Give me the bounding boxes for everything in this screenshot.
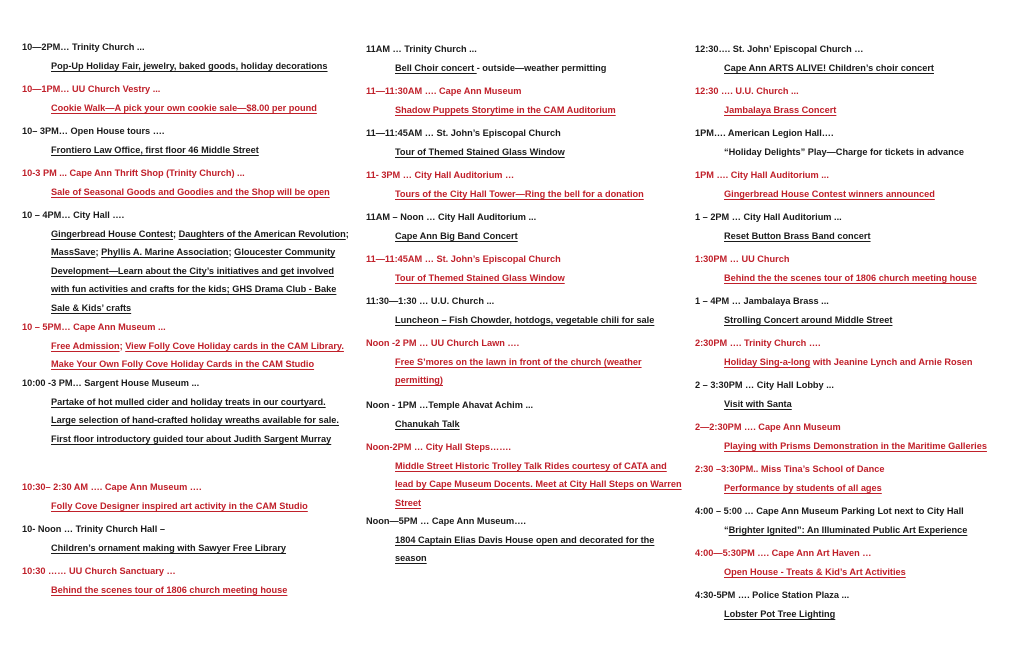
event-description-underlined: Cookie Walk—A pick your own cookie sale—$8.00 per pound bbox=[51, 102, 317, 113]
event-description-underlined: Shadow Puppets Storytime in the CAM Auditorium bbox=[395, 104, 616, 115]
event-description-underlined: Folly Cove Designer inspired art activity in the CAM Studio bbox=[51, 500, 308, 511]
event-description bbox=[395, 531, 686, 568]
event-description bbox=[724, 437, 1020, 456]
event-time-location: 11- 3PM … City Hall Auditorium … bbox=[366, 170, 515, 180]
event-description-underlined: View Folly Cove Holiday cards in the CAM Library. Make Your Own Folly Cove Holiday Cards in the CAM Studio bbox=[51, 340, 344, 370]
event-time-location: 10– 3PM… Open House tours …. bbox=[22, 126, 165, 136]
event-description bbox=[51, 57, 352, 76]
event-description-underlined: MassSave bbox=[51, 247, 96, 258]
event-description-underlined: Gingerbread House Contest winners announced bbox=[724, 188, 935, 199]
event-description bbox=[724, 143, 1020, 162]
schedule-event bbox=[366, 82, 686, 119]
event-description bbox=[51, 141, 352, 160]
schedule-event bbox=[695, 418, 1020, 455]
event-description bbox=[51, 539, 352, 558]
event-description-underlined: Reset Button Brass Band concert bbox=[724, 230, 871, 241]
event-time-location: 11—11:30AM …. Cape Ann Museum bbox=[366, 86, 522, 96]
schedule-event bbox=[695, 166, 1020, 203]
schedule-event bbox=[366, 334, 686, 390]
event-description bbox=[724, 395, 1020, 414]
event-time-location: 4:00 – 5:00 … Cape Ann Museum Parking Lot next to City Hall bbox=[695, 506, 964, 516]
event-description-underlined: Tour of Themed Stained Glass Window bbox=[395, 146, 565, 157]
event-description-text: “ bbox=[724, 524, 729, 535]
schedule-event bbox=[695, 460, 1020, 497]
event-description bbox=[395, 185, 686, 204]
schedule-event bbox=[366, 512, 686, 568]
event-time-location: 1PM …. City Hall Auditorium ... bbox=[695, 170, 829, 180]
schedule-event bbox=[22, 206, 352, 318]
schedule-event bbox=[22, 520, 352, 557]
event-description-underlined: Daughters of the American Revolution bbox=[178, 228, 346, 239]
event-description bbox=[724, 563, 1020, 582]
event-description-text: with Jeanine Lynch and Arnie Rosen bbox=[810, 356, 973, 367]
event-description-underlined: Phyllis A. Marine Association bbox=[101, 247, 229, 258]
event-time-location: 10 – 4PM… City Hall …. bbox=[22, 210, 125, 220]
event-description-text: ; bbox=[228, 247, 235, 258]
event-time-location: 11—11:45AM … St. John’s Episcopal Church bbox=[366, 128, 561, 138]
event-time-location: 10:30– 2:30 AM …. Cape Ann Museum …. bbox=[22, 482, 202, 492]
event-time-location: 1 – 2PM … City Hall Auditorium ... bbox=[695, 212, 842, 222]
schedule-event bbox=[695, 334, 1020, 371]
schedule-event bbox=[366, 124, 686, 161]
event-description bbox=[724, 605, 1020, 624]
schedule-event bbox=[695, 208, 1020, 245]
event-description-underlined: Pop-Up Holiday Fair, jewelry, baked goods, holiday decorations bbox=[51, 60, 328, 71]
schedule-event bbox=[22, 164, 352, 201]
event-description bbox=[51, 225, 352, 318]
schedule-event bbox=[22, 478, 352, 515]
event-description-underlined: Gingerbread House Contest bbox=[51, 228, 174, 239]
event-description bbox=[724, 185, 1020, 204]
event-time-location: 2—2:30PM …. Cape Ann Museum bbox=[695, 422, 841, 432]
event-description bbox=[395, 59, 686, 78]
event-time-location: 10:00 -3 PM… Sargent House Museum ... bbox=[22, 378, 200, 388]
event-time-location: Noon -2 PM … UU Church Lawn …. bbox=[366, 338, 520, 348]
event-time-location: 10 – 5PM… Cape Ann Museum ... bbox=[22, 322, 166, 332]
event-description-text: ; bbox=[95, 247, 102, 258]
event-description-underlined: Free S’mores on the lawn in front of the church (weather permitting) bbox=[395, 356, 642, 386]
event-time-location: 1:30PM … UU Church bbox=[695, 254, 790, 264]
schedule-event bbox=[22, 562, 352, 599]
event-description bbox=[724, 353, 1020, 372]
event-description bbox=[395, 353, 686, 390]
event-description-underlined: Open House - Treats & Kid’s Art Activities bbox=[724, 566, 906, 577]
event-description-underlined: Chanukah Talk bbox=[395, 418, 460, 429]
event-description-underlined: Visit with Santa bbox=[724, 398, 792, 409]
schedule-event bbox=[695, 376, 1020, 413]
event-description-underlined: Playing with Prisms Demonstration in the Maritime Galleries bbox=[724, 440, 987, 451]
schedule-event bbox=[366, 438, 686, 512]
event-time-location: 4:00—5:30PM …. Cape Ann Art Haven … bbox=[695, 548, 872, 558]
event-description-underlined: Behind the the scenes tour of 1806 church meeting house bbox=[724, 272, 977, 283]
event-description-underlined: Tour of Themed Stained Glass Window bbox=[395, 272, 565, 283]
event-description-underlined: Cape Ann ARTS ALIVE! Children’s choir concert bbox=[724, 62, 934, 73]
event-description bbox=[395, 269, 686, 288]
event-description-underlined: Cape Ann Big Band Concert bbox=[395, 230, 518, 241]
event-description bbox=[724, 59, 1020, 78]
event-time-location: 11AM … Trinity Church ... bbox=[366, 44, 477, 54]
event-description-underlined: Frontiero Law Office, first floor 46 Middle Street bbox=[51, 144, 259, 155]
event-time-location: Noon-2PM … City Hall Steps……. bbox=[366, 442, 511, 452]
event-description bbox=[724, 311, 1020, 330]
event-description-underlined: Holiday Sing-a-long bbox=[724, 356, 811, 367]
event-time-location: 10—2PM… Trinity Church ... bbox=[22, 42, 145, 52]
event-description-text: ; bbox=[119, 340, 126, 351]
event-description bbox=[724, 269, 1020, 288]
event-description-underlined: Gloucester Community Development—Learn about the City’s initiatives and get involved with fun activities and crafts for the kids; GHS Drama Club - Bake Sale & Kids’ crafts bbox=[51, 247, 337, 313]
event-description bbox=[51, 581, 352, 600]
schedule-event bbox=[695, 544, 1020, 581]
event-time-location: 11—11:45AM … St. John’s Episcopal Church bbox=[366, 254, 561, 264]
schedule-event bbox=[22, 122, 352, 159]
event-time-location: 4:30-5PM …. Police Station Plaza ... bbox=[695, 590, 850, 600]
event-description bbox=[51, 393, 352, 449]
event-description-underlined: Luncheon – Fish Chowder, hotdogs, vegetable chili for sale bbox=[395, 314, 655, 325]
event-description-underlined: Lobster Pot Tree Lighting bbox=[724, 608, 836, 619]
event-description bbox=[395, 227, 686, 246]
event-time-location: 12:30 …. U.U. Church ... bbox=[695, 86, 799, 96]
event-description bbox=[395, 457, 686, 513]
event-description bbox=[724, 101, 1020, 120]
event-time-location: 1PM…. American Legion Hall…. bbox=[695, 128, 834, 138]
event-time-location: 2:30PM …. Trinity Church …. bbox=[695, 338, 821, 348]
event-description-text: ; bbox=[345, 228, 349, 239]
event-description bbox=[724, 479, 1020, 498]
event-time-location: 11AM – Noon … City Hall Auditorium ... bbox=[366, 212, 537, 222]
event-time-location: 10—1PM… UU Church Vestry ... bbox=[22, 84, 161, 94]
event-description-underlined: Free Admission bbox=[51, 340, 120, 351]
schedule-event bbox=[366, 292, 686, 329]
schedule-event bbox=[695, 250, 1020, 287]
event-description-underlined: Sale of Seasonal Goods and Goodies and the Shop will be open bbox=[51, 186, 330, 197]
schedule-event bbox=[366, 166, 686, 203]
event-time-location: Noon—5PM … Cape Ann Museum…. bbox=[366, 516, 526, 526]
schedule-event bbox=[22, 318, 352, 374]
event-time-location: 2 – 3:30PM … City Hall Lobby ... bbox=[695, 380, 834, 390]
schedule-event bbox=[22, 374, 352, 448]
schedule-event bbox=[366, 40, 686, 77]
event-description-text: - outside—weather permitting bbox=[476, 62, 607, 73]
event-description-underlined: Brighter Ignited”: An Illuminated Public Art Experience bbox=[728, 524, 968, 535]
schedule-event bbox=[695, 586, 1020, 623]
schedule-event bbox=[695, 124, 1020, 161]
event-description bbox=[51, 99, 352, 118]
event-description-underlined: Tours of the City Hall Tower—Ring the bell for a donation bbox=[395, 188, 644, 199]
event-description bbox=[724, 521, 1020, 540]
event-description-text: “Holiday Delights” Play—Charge for tickets in advance bbox=[724, 146, 964, 157]
schedule-event bbox=[22, 80, 352, 117]
schedule-event bbox=[695, 502, 1020, 539]
event-time-location: 10-3 PM ... Cape Ann Thrift Shop (Trinity Church) ... bbox=[22, 168, 245, 178]
schedule-event bbox=[695, 40, 1020, 77]
event-description bbox=[724, 227, 1020, 246]
event-description bbox=[395, 143, 686, 162]
event-description-text: ; bbox=[173, 228, 179, 239]
event-time-location: 10:30 …… UU Church Sanctuary … bbox=[22, 566, 176, 576]
event-description-underlined: Behind the scenes tour of 1806 church meeting house bbox=[51, 584, 288, 595]
schedule-event bbox=[366, 396, 686, 433]
event-time-location: 10- Noon … Trinity Church Hall – bbox=[22, 524, 165, 534]
event-description bbox=[395, 311, 686, 330]
event-description-underlined: Performance by students of all ages bbox=[724, 482, 882, 493]
event-description-underlined: Bell Choir concert bbox=[395, 62, 477, 73]
event-time-location: 1 – 4PM … Jambalaya Brass ... bbox=[695, 296, 829, 306]
schedule-event bbox=[695, 292, 1020, 329]
event-description bbox=[51, 497, 352, 516]
event-description-underlined: Jambalaya Brass Concert bbox=[724, 104, 837, 115]
event-time-location: 12:30…. St. John’ Episcopal Church … bbox=[695, 44, 864, 54]
event-description bbox=[51, 337, 352, 374]
event-description-underlined: Partake of hot mulled cider and holiday treats in our courtyard. Large selection of hand-crafted holiday wreaths available for sale. First floor introductory guided tour about Judith Sargent Murray bbox=[51, 396, 339, 444]
event-description-underlined: 1804 Captain Elias Davis House open and decorated for the season bbox=[395, 534, 655, 564]
event-time-location: Noon - 1PM …Temple Ahavat Achim ... bbox=[366, 400, 534, 410]
event-description-underlined: Children’s ornament making with Sawyer Free Library bbox=[51, 542, 287, 553]
event-time-location: 11:30—1:30 … U.U. Church ... bbox=[366, 296, 495, 306]
schedule-event bbox=[366, 208, 686, 245]
event-time-location: 2:30 –3:30PM.. Miss Tina’s School of Dance bbox=[695, 464, 885, 474]
event-description bbox=[51, 183, 352, 202]
event-description bbox=[395, 415, 686, 434]
event-description-underlined: Middle Street Historic Trolley Talk Rides courtesy of CATA and lead by Cape Museum Docents. Meet at City Hall Steps on Warren Street bbox=[395, 460, 682, 508]
event-description-underlined: Strolling Concert around Middle Street bbox=[724, 314, 893, 325]
schedule-event bbox=[22, 38, 352, 75]
event-description bbox=[395, 101, 686, 120]
schedule-event bbox=[366, 250, 686, 287]
schedule-event bbox=[695, 82, 1020, 119]
